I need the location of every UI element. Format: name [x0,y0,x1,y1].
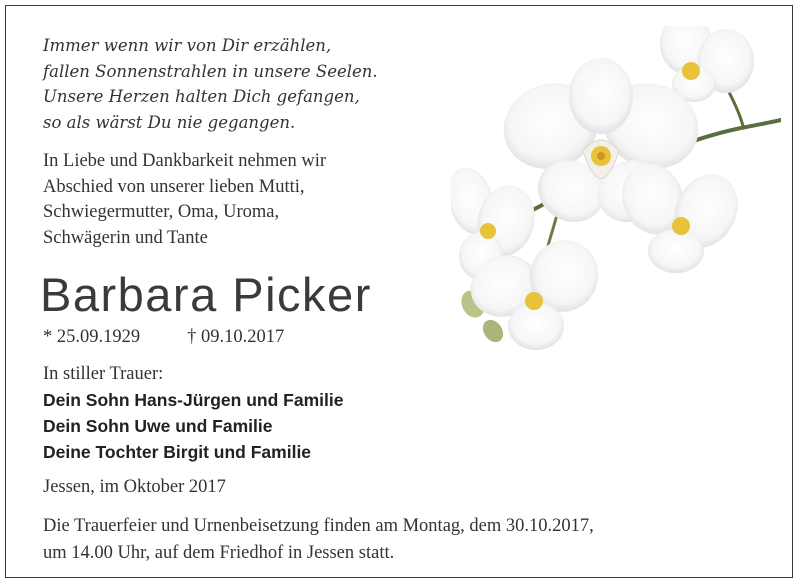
mourner-entry: Dein Sohn Hans-Jürgen und Familie [43,390,344,410]
service-line: um 14.00 Uhr, auf dem Friedhof in Jessen statt. [43,543,395,563]
mourning-label: In stiller Trauer: [43,364,164,384]
poem-line: so als wärst Du nie gegangen. [43,112,296,132]
life-dates [43,324,284,350]
mourner-entry: Dein Sohn Uwe und Familie [43,416,273,436]
poem-line: fallen Sonnenstrahlen in unsere Seelen. [43,61,378,81]
farewell-line: In Liebe und Dankbarkeit nehmen wir [43,151,327,171]
poem-line: Immer wenn wir von Dir erzählen, [43,36,332,55]
obituary-card [5,5,793,578]
farewell-text [43,149,326,251]
farewell-line: Schwiegermutter, Oma, Uroma, [43,202,280,222]
birth-date: * 25.09.1929 [43,327,141,347]
farewell-line: Abschied von unserer lieben Mutti, [43,176,305,197]
mourners-list [43,387,343,465]
poem-line: Unsere Herzen halten Dich gefangen, [43,87,360,106]
orchid-icon [451,26,781,356]
place-and-date: Jessen, im Oktober 2017 [43,477,226,497]
death-date: † 09.10.2017 [187,327,285,347]
memorial-poem [43,33,378,135]
farewell-line: Schwägerin und Tante [43,227,208,248]
deceased-name: Barbara Picker [40,268,372,321]
service-line: Die Trauerfeier und Urnenbeisetzung finden am Montag, dem 30.10.2017, [43,516,594,536]
funeral-service-info [43,513,594,567]
mourner-entry: Deine Tochter Birgit und Familie [43,442,312,462]
